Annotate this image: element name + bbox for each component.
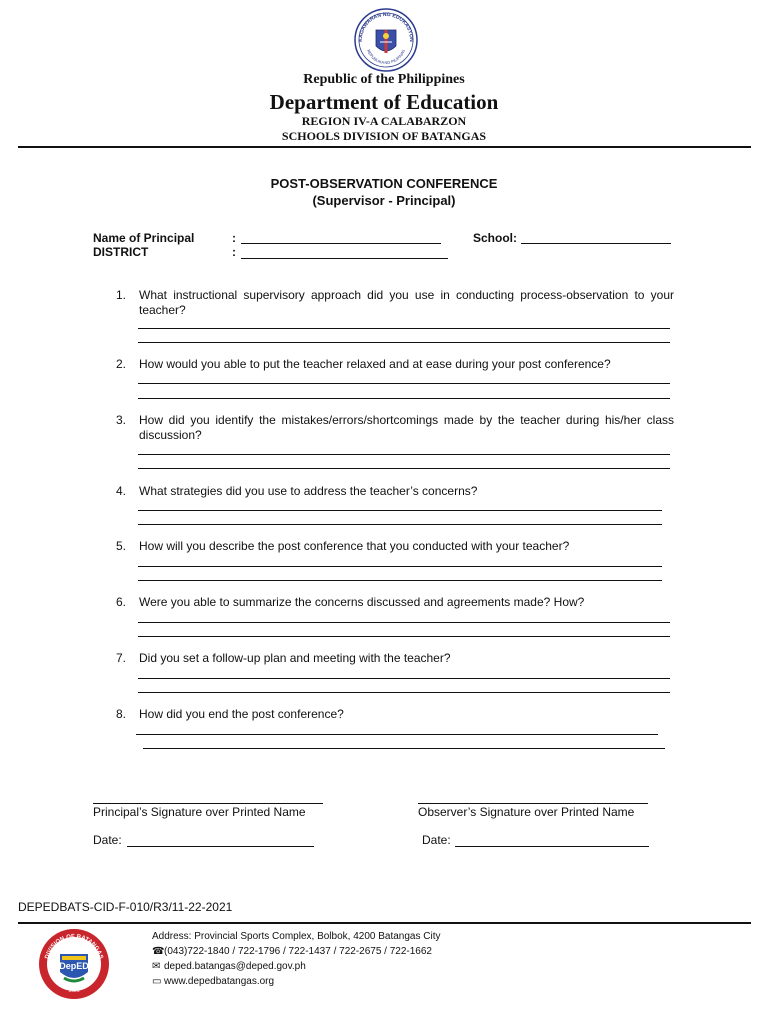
principal-name-field[interactable] <box>241 243 441 244</box>
question-8-answer-line[interactable] <box>143 748 665 749</box>
svg-text:REPUBLIKA NG PILIPINAS: REPUBLIKA NG PILIPINAS <box>366 48 406 66</box>
footer-divider <box>18 922 751 924</box>
school-label: School: <box>473 231 517 245</box>
principal-signature-label: Principal’s Signature over Printed Name <box>93 805 306 819</box>
question-3-number: 3. <box>116 413 127 427</box>
question-7-answer-line[interactable] <box>138 692 670 693</box>
question-3-answer-line[interactable] <box>138 468 670 469</box>
question-4-text: What strategies did you use to address the teacher’s concerns? <box>139 484 478 498</box>
republic-heading: Republic of the Philippines <box>303 72 465 87</box>
header-divider <box>18 146 751 148</box>
observer-signature-line[interactable] <box>418 803 648 804</box>
form-code: DEPEDBATS-CID-F-010/R3/11-22-2021 <box>18 900 233 914</box>
footer-phone: (043)722-1840 / 722-1796 / 722-1437 / 722-2675 / 722-1662 <box>164 946 432 957</box>
observer-date-label: Date: <box>422 833 451 847</box>
question-4-number: 4. <box>116 484 127 498</box>
division-logo-icon <box>38 928 110 1000</box>
form-title: POST-OBSERVATION CONFERENCE <box>270 176 498 191</box>
question-1-answer-line[interactable] <box>138 342 670 343</box>
question-8-answer-line[interactable] <box>136 734 658 735</box>
question-4-answer-line[interactable] <box>138 524 662 525</box>
district-field[interactable] <box>241 258 448 259</box>
question-4-answer-line[interactable] <box>138 510 662 511</box>
question-6-text: Were you able to summarize the concerns discussed and agreements made? How? <box>139 595 585 609</box>
phone-icon: ☎ <box>152 946 165 957</box>
footer-email[interactable]: deped.batangas@deped.gov.ph <box>164 961 306 972</box>
principal-date-field[interactable] <box>127 846 314 847</box>
computer-icon: ▭ <box>152 976 162 987</box>
question-2-number: 2. <box>116 357 127 371</box>
question-1-text: What instructional supervisory approach did you use in conducting process-observation to your teacher? <box>139 288 674 317</box>
question-2-answer-line[interactable] <box>138 383 670 384</box>
question-7-text: Did you set a follow-up plan and meeting with the teacher? <box>139 651 451 665</box>
svg-text:DepED: DepED <box>59 961 89 971</box>
question-1-answer-line[interactable] <box>138 328 670 329</box>
footer-address: Address: Provincial Sports Complex, Bolbok, 4200 Batangas City <box>152 931 441 942</box>
footer-website[interactable]: www.depedbatangas.org <box>164 976 275 987</box>
form-subtitle: (Supervisor - Principal) <box>312 193 456 208</box>
svg-text:KAGAWARAN NG EDUKASYON: KAGAWARAN NG EDUKASYON <box>357 11 415 42</box>
footer-web-row <box>152 976 274 987</box>
envelope-icon: ✉ <box>152 961 161 972</box>
question-7-answer-line[interactable] <box>138 678 670 679</box>
principal-signature-line[interactable] <box>93 803 323 804</box>
principal-date-label: Date: <box>93 833 122 847</box>
question-5-answer-line[interactable] <box>138 566 662 567</box>
region-heading: REGION IV-A CALABARZON <box>301 114 467 128</box>
question-5-answer-line[interactable] <box>138 580 662 581</box>
district-label: DISTRICT <box>93 245 149 259</box>
question-5-text: How will you describe the post conference that you conducted with your teacher? <box>139 539 570 553</box>
deped-seal-icon <box>354 8 418 72</box>
principal-name-label: Name of Principal <box>93 231 195 245</box>
svg-text:DIVISION OF BATANGAS: DIVISION OF BATANGAS <box>44 933 104 960</box>
footer-phone-row <box>152 946 432 957</box>
principal-colon: : <box>232 231 236 245</box>
question-6-number: 6. <box>116 595 127 609</box>
question-6-answer-line[interactable] <box>138 636 670 637</box>
question-8-number: 8. <box>116 707 127 721</box>
observer-signature-label: Observer’s Signature over Printed Name <box>418 805 635 819</box>
question-8-text: How did you end the post conference? <box>139 707 344 721</box>
division-heading: SCHOOLS DIVISION OF BATANGAS <box>281 129 487 143</box>
school-field[interactable] <box>521 243 671 244</box>
question-3-text: How did you identify the mistakes/errors/shortcomings made by the teacher during his/her class discussion? <box>139 413 674 442</box>
observer-date-field[interactable] <box>455 846 649 847</box>
question-3-answer-line[interactable] <box>138 454 670 455</box>
question-2-text: How would you able to put the teacher relaxed and at ease during your post conference? <box>139 357 611 371</box>
question-7-number: 7. <box>116 651 127 665</box>
question-1-number: 1. <box>116 288 127 302</box>
svg-text:1926: 1926 <box>68 988 80 994</box>
department-heading: Department of Education <box>269 90 499 114</box>
district-colon: : <box>232 245 236 259</box>
question-6-answer-line[interactable] <box>138 622 670 623</box>
question-5-number: 5. <box>116 539 127 553</box>
question-2-answer-line[interactable] <box>138 398 670 399</box>
footer-email-row <box>152 961 306 972</box>
